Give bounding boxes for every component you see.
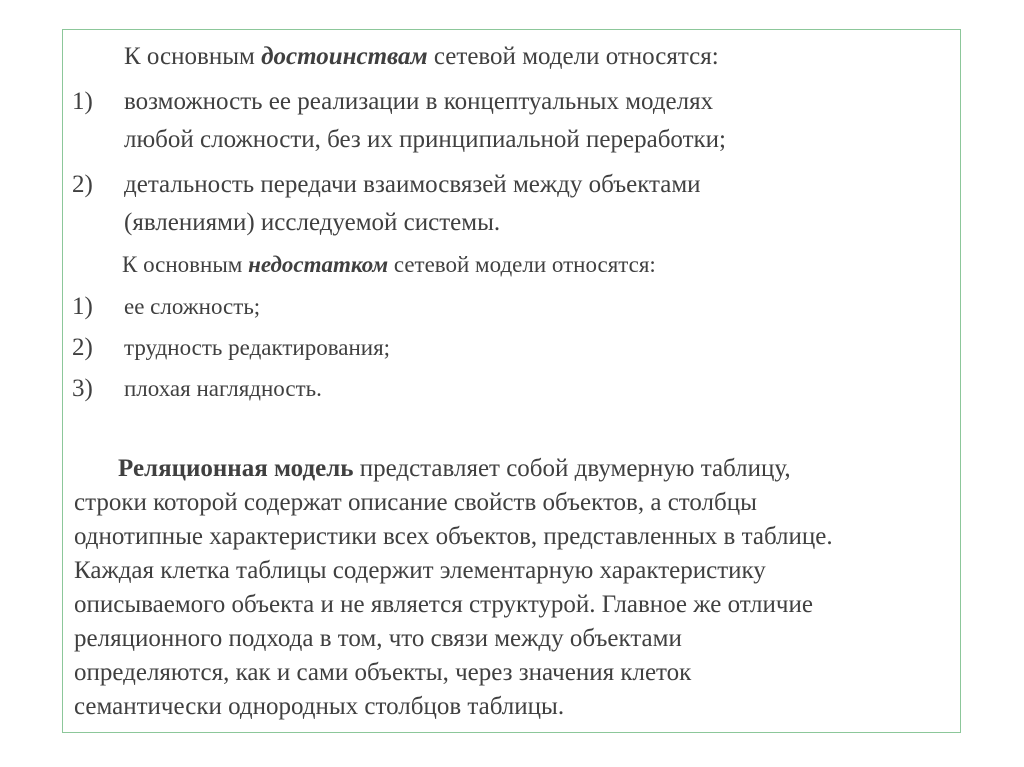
- advantage-item-2-line-2: (явлениями) исследуемой системы.: [124, 209, 501, 236]
- disadvantages-intro-prefix: К основным: [122, 252, 249, 277]
- relational-line-8: семантически однородных столбцов таблицы.: [74, 693, 565, 720]
- advantages-intro-suffix: сетевой модели относятся:: [427, 43, 719, 70]
- advantage-item-1-line-2: любой сложности, без их принципиальной переработки;: [124, 126, 726, 153]
- relational-line-7: определяются, как и сами объекты, через значения клеток: [74, 659, 692, 686]
- relational-term: Реляционная модель: [118, 455, 354, 482]
- disadvantage-item-3: плохая наглядность.: [124, 376, 322, 401]
- disadvantage-item-2: трудность редактирования;: [124, 335, 391, 360]
- relational-line-3: однотипные характеристики всех объектов, представленных в таблице.: [74, 523, 833, 550]
- relational-line-1-text: представляет собой двумерную таблицу,: [353, 455, 791, 482]
- disadvantages-intro-emphasis: недостатком: [248, 252, 389, 277]
- disadvantages-intro-suffix: сетевой модели относятся:: [388, 252, 656, 277]
- advantage-item-1-line-1: возможность ее реализации в концептуальных моделях: [124, 88, 714, 115]
- advantages-intro-prefix: К основным: [124, 43, 262, 70]
- advantages-intro-emphasis: достоинствам: [261, 43, 428, 70]
- relational-line-4: Каждая клетка таблицы содержит элементарную характеристику: [74, 557, 766, 584]
- disadvantages-intro: [122, 250, 656, 280]
- disadvantage-item-1: ее сложность;: [124, 294, 261, 319]
- relational-line-1: [118, 454, 952, 484]
- advantages-intro: [124, 42, 719, 72]
- relational-line-6: реляционного подхода в том, что связи между объектами: [74, 625, 682, 652]
- disadvantage-number-3: 3): [72, 375, 93, 402]
- relational-line-5: описываемого объекта и не является структурой. Главное же отличие: [74, 591, 813, 618]
- advantage-item-2-line-1: детальность передачи взаимосвязей между объектами: [124, 171, 701, 198]
- relational-line-2: строки которой содержат описание свойств объектов, а столбцы: [74, 489, 757, 516]
- disadvantage-number-2: 2): [72, 334, 93, 361]
- disadvantage-number-1: 1): [72, 293, 93, 320]
- advantage-number-2: 2): [72, 171, 93, 198]
- advantage-number-1: 1): [72, 88, 93, 115]
